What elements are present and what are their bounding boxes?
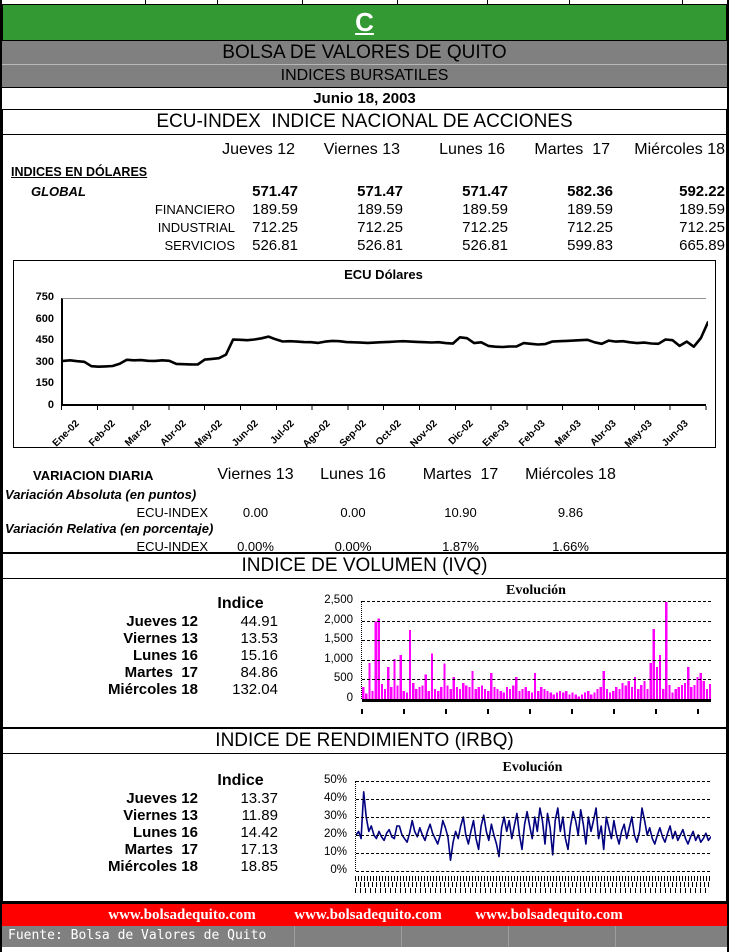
day-header: Miércoles 18: [634, 141, 725, 158]
plot-area: [361, 601, 711, 699]
corner-label: C: [355, 7, 374, 37]
x-axis-labels: [355, 876, 710, 894]
table-row: Lunes 16 14.42: [132, 824, 278, 841]
x-axis: [362, 699, 711, 702]
row-label: INDUSTRIAL: [157, 219, 235, 235]
ecu-dolares-line-chart: ECU Dólares 750 600 450 300 150 0 Ene-02 Feb-02 Mar-02 Abr-02 May-02 Jun-02 Jul-02 Ago-02 Sep-02 Oct-02 Nov-02 Dic-02 Ene-03 Feb-03 Mar-03 Abr-03 May-03 Jun-03: [13, 260, 716, 448]
table-row: Miércoles 18 132.04: [107, 681, 278, 698]
footer-source-bar: [2, 926, 727, 947]
index-row-industrial: INDUSTRIAL 712.25 712.25 712.25 712.25 712.25: [3, 218, 726, 236]
header-green-band: [2, 4, 727, 41]
index-row-global: GLOBAL 571.47 571.47 571.47 582.36 592.22: [3, 182, 726, 200]
plot-area: [61, 298, 706, 406]
variacion-title: VARIACION DIARIA: [33, 467, 154, 483]
index-row-servicios: SERVICIOS 526.81 526.81 526.81 599.83 665.89: [3, 236, 726, 254]
ivq-section-title: INDICE DE VOLUMEN (IVQ): [2, 553, 727, 579]
variacion-relativa-label: Variación Relativa (en porcentaje): [5, 521, 214, 536]
indices-group-label: INDICES EN DÓLARES: [11, 165, 148, 179]
report-subtitle-band: [2, 65, 727, 87]
footer-link[interactable]: www.bolsadequito.com: [294, 907, 442, 923]
indices-day-header-row: [3, 135, 726, 163]
spreadsheet-column-ticks: [2, 0, 727, 4]
ivq-evolution-bar-chart: Evolución 2,500 2,000 1,500 1,000 500 0: [303, 579, 726, 727]
x-axis-labels: Ene-02 Feb-02 Mar-02 Abr-02 May-02 Jun-02 Jul-02 Ago-02 Sep-02 Oct-02 Nov-02 Dic-02 Ene-03 Feb-03 Mar-03 Abr-03 May-03 Jun-03: [50, 418, 691, 451]
day-header: Martes 17: [422, 466, 499, 483]
variacion-absoluta-label: Variación Absoluta (en puntos): [5, 487, 197, 502]
table-row: Jueves 12 13.37: [126, 790, 278, 807]
footer-link[interactable]: www.bolsadequito.com: [108, 907, 256, 923]
report-subtitle: INDICES BURSATILES: [280, 67, 449, 84]
report-title-band: [2, 41, 727, 65]
table-row: Lunes 16 15.16: [132, 647, 278, 664]
table-row: Martes 17 17.13: [124, 841, 278, 858]
footer-link[interactable]: www.bolsadequito.com: [475, 907, 623, 923]
day-header: Martes 17: [534, 141, 610, 158]
chart-title: Evolución: [502, 760, 563, 775]
ivq-table: [3, 579, 303, 727]
volume-bars: [362, 601, 712, 699]
column-header: Indice: [217, 595, 264, 612]
day-header: Viernes 13: [217, 466, 294, 483]
table-row: Jueves 12 44.91: [126, 613, 278, 630]
row-label: GLOBAL: [31, 183, 86, 199]
table-row: Martes 17 84.86: [124, 664, 278, 681]
day-header: Jueves 12: [222, 141, 295, 158]
ecu-index-section-title: ECU-INDEX INDICE NACIONAL DE ACCIONES: [2, 109, 727, 135]
irbq-section-title: INDICE DE RENDIMIENTO (IRBQ): [2, 728, 727, 754]
footer-source: Fuente: Bolsa de Valores de Quito: [8, 928, 267, 943]
ecu-index-section: [2, 135, 727, 553]
irbq-section: [2, 754, 727, 902]
rendimiento-line-series: [356, 781, 711, 871]
table-row: Viernes 13 13.53: [123, 630, 278, 647]
report-title: BOLSA DE VALORES DE QUITO: [222, 41, 507, 63]
table-row: Miércoles 18 18.85: [107, 858, 278, 875]
irbq-evolution-line-chart: Evolución 50% 40% 30% 20% 10% 0%: [303, 754, 726, 901]
ivq-section: [2, 579, 727, 728]
column-header: Indice: [217, 772, 264, 789]
table-row: Viernes 13 11.89: [123, 807, 278, 824]
day-header: Lunes 16: [320, 466, 386, 483]
footer-link-bar: [2, 902, 727, 926]
variacion-absoluta-row: ECU-INDEX 0.00 0.00 10.90 9.86: [136, 505, 584, 520]
report-date-band: [2, 87, 727, 109]
irbq-table: [3, 754, 303, 901]
chart-title: ECU Dólares: [344, 267, 423, 282]
variacion-relativa-row: ECU-INDEX 0.00% 0.00% 1.87% 1.66%: [136, 539, 589, 554]
row-label: FINANCIERO: [154, 201, 235, 217]
day-header: Viernes 13: [323, 141, 400, 158]
chart-title: Evolución: [506, 583, 566, 598]
report-date: Junio 18, 2003: [313, 90, 416, 107]
day-header: Lunes 16: [439, 141, 505, 158]
plot-area: [355, 781, 710, 871]
day-header: Miércoles 18: [525, 466, 616, 483]
ecu-line-series: [63, 299, 708, 407]
x-axis-ticks: [61, 406, 708, 410]
x-axis-labels: [361, 709, 711, 714]
variacion-diaria-table: [3, 454, 726, 560]
row-label: SERVICIOS: [164, 237, 235, 253]
index-row-financiero: FINANCIERO 189.59 189.59 189.59 189.59 189.59: [3, 200, 726, 218]
